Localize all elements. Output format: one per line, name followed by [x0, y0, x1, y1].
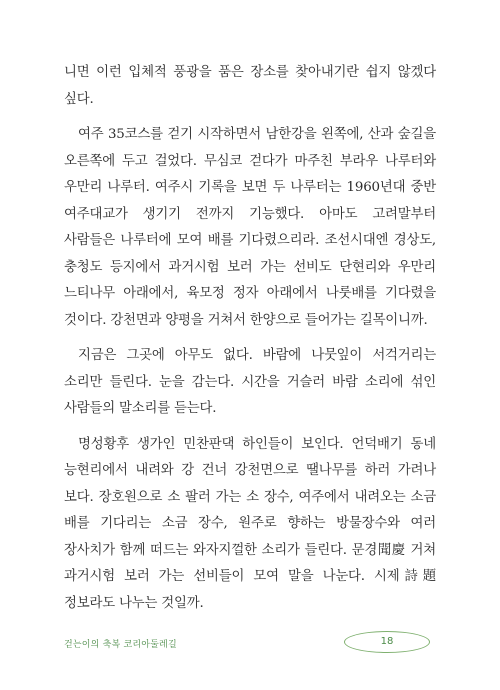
paragraph-3: 지금은 그곳에 아무도 없다. 바람에 나뭇잎이 서걱거리는 소리만 들린다. 눈을 감는다. 시간을 거슬러 바람 소리에 섞인 사람들의 말소리를 듣는다. — [64, 348, 436, 416]
paragraph-2: 여주 35코스를 걷기 시작하면서 남한강을 왼쪽에, 산과 숲길을 오른쪽에 두고 걸었다. 무심코 걷다가 마주친 부라우 나루터와 우만리 나루터. 여주시 기록을 보면 두 나루터는 1960년대 중반 여주대교가 생기기 전까지 기능했다. 아마도 고려말부터 사람들은 나루터에 모여 배를 기다렸으리라. 조선시대엔 경상도, 충청도 등지에서 과거시험 보러 가는 선비도 단현리와 우만리 느티나무 아래에서, 육모정 정자 아래에서 나룻배를 기다렸을 것이다. 강천면과 양평을 거쳐서 한양으로 들어가는 길목이니까. — [64, 127, 437, 328]
paragraph-1: 니면 이런 입체적 풍광을 품은 장소를 찾아내기란 쉽지 않겠다 싶다. — [64, 65, 436, 107]
page-number: 18 — [344, 631, 430, 653]
page-footer — [64, 633, 436, 657]
page-body — [64, 60, 436, 626]
paragraph-4: 명성황후 생가인 민찬판댁 하인들이 보인다. 언덕배기 동네 능현리에서 내려와 강 건너 강천면으로 땔나무를 하러 가려나 보다. 장호원으로 소 팔러 가는 소 장수, 여주에서 내려오는 소금 배를 기다리는 소금 장수, 원주로 향하는 방물장수와 여러 장사치가 함께 떠드는 와자지껄한 소리가 들린다. 문경聞慶 거쳐 과거시험 보러 가는 선비들이 모여 말을 나눈다. 시제詩題 정보라도 나누는 것일까. — [64, 436, 436, 611]
book-title: 걷는이의 축복 코리아둘레길 — [64, 640, 177, 650]
